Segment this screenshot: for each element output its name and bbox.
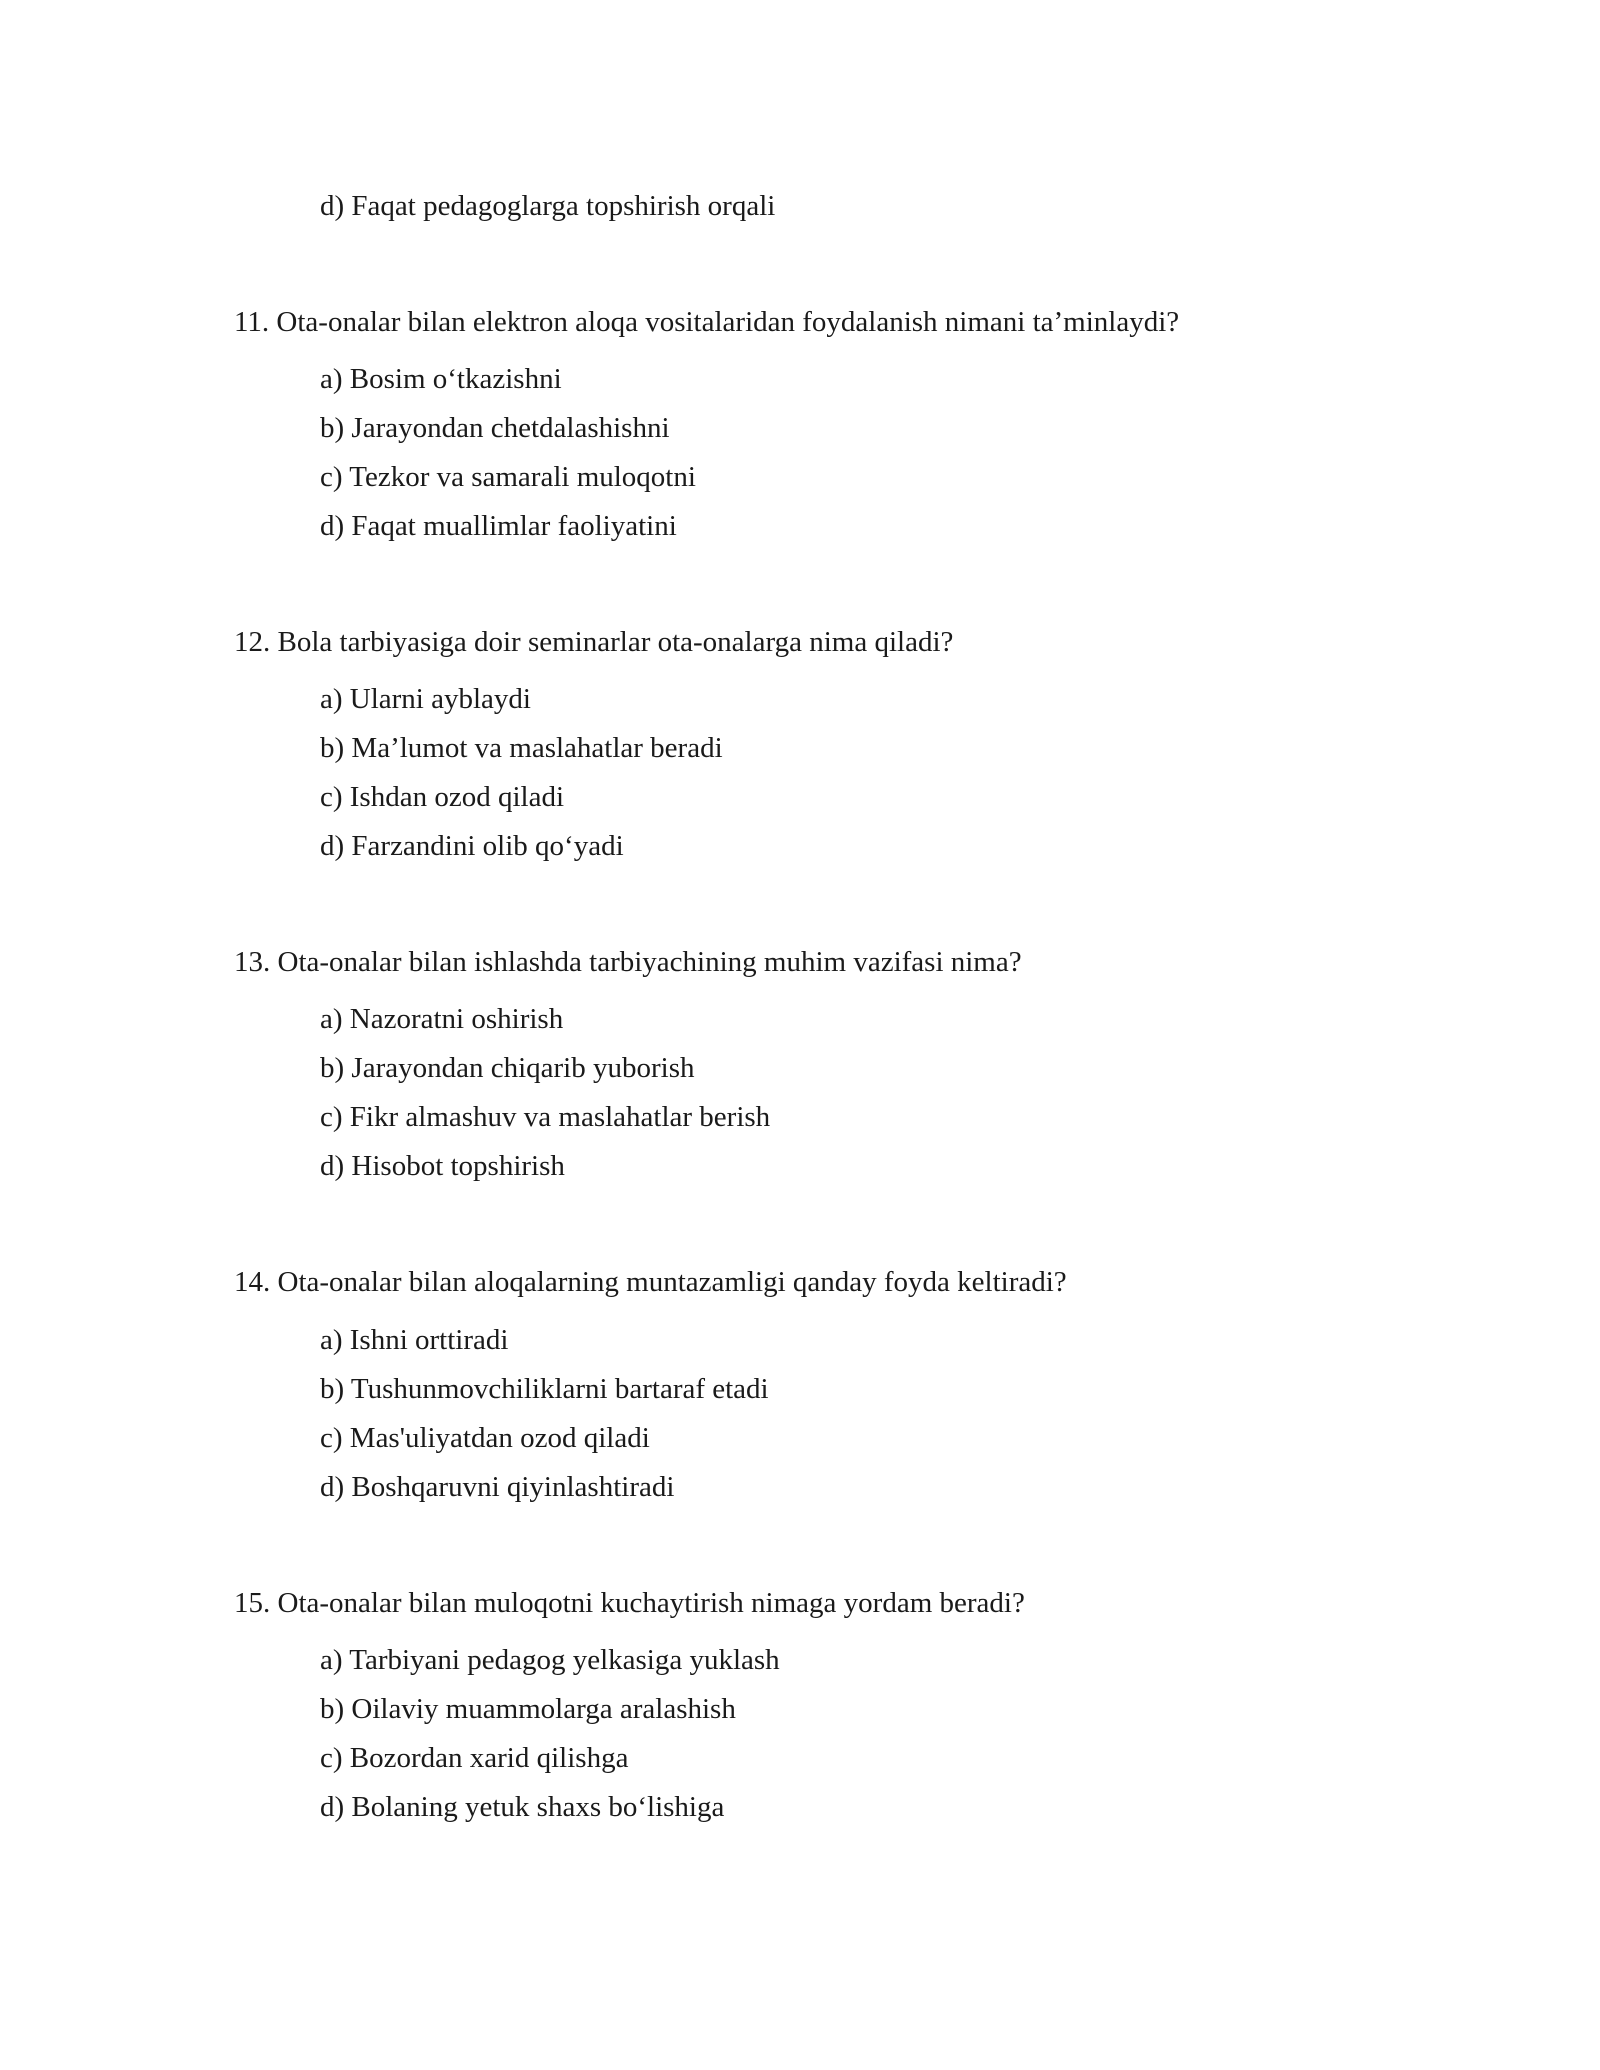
option-11-a: a) Bosim o‘tkazishni <box>320 363 562 395</box>
option-11-d: d) Faqat muallimlar faoliyatini <box>320 510 677 542</box>
question-13: 13. Ota-onalar bilan ishlashda tarbiyachining muhim vazifasi nima? <box>234 946 1022 978</box>
option-12-d: d) Farzandini olib qo‘yadi <box>320 830 624 862</box>
option-12-b: b) Ma’lumot va maslahatlar beradi <box>320 732 723 764</box>
option-12-c: c) Ishdan ozod qiladi <box>320 781 565 813</box>
question-14: 14. Ota-onalar bilan aloqalarning muntazamligi qanday foyda keltiradi? <box>234 1266 1067 1298</box>
question-15: 15. Ota-onalar bilan muloqotni kuchaytirish nimaga yordam beradi? <box>234 1587 1025 1619</box>
option-13-d: d) Hisobot topshirish <box>320 1150 565 1182</box>
question-11: 11. Ota-onalar bilan elektron aloqa vositalaridan foydalanish nimani ta’minlaydi? <box>234 306 1180 338</box>
option-10-d: d) Faqat pedagoglarga topshirish orqali <box>320 190 776 222</box>
option-14-a: a) Ishni orttiradi <box>320 1324 509 1356</box>
option-15-a: a) Tarbiyani pedagog yelkasiga yuklash <box>320 1644 780 1676</box>
option-13-c: c) Fikr almashuv va maslahatlar berish <box>320 1101 771 1133</box>
option-15-d: d) Bolaning yetuk shaxs bo‘lishiga <box>320 1791 725 1823</box>
option-11-c: c) Tezkor va samarali muloqotni <box>320 461 696 493</box>
option-15-c: c) Bozordan xarid qilishga <box>320 1742 629 1774</box>
option-14-b: b) Tushunmovchiliklarni bartaraf etadi <box>320 1373 769 1405</box>
question-12: 12. Bola tarbiyasiga doir seminarlar ota-onalarga nima qiladi? <box>234 626 954 658</box>
option-13-a: a) Nazoratni oshirish <box>320 1003 564 1035</box>
option-14-d: d) Boshqaruvni qiyinlashtiradi <box>320 1471 675 1503</box>
option-11-b: b) Jarayondan chetdalashishni <box>320 412 670 444</box>
option-14-c: c) Mas'uliyatdan ozod qiladi <box>320 1422 650 1454</box>
option-13-b: b) Jarayondan chiqarib yuborish <box>320 1052 695 1084</box>
option-15-b: b) Oilaviy muammolarga aralashish <box>320 1693 736 1725</box>
option-12-a: a) Ularni ayblaydi <box>320 683 531 715</box>
